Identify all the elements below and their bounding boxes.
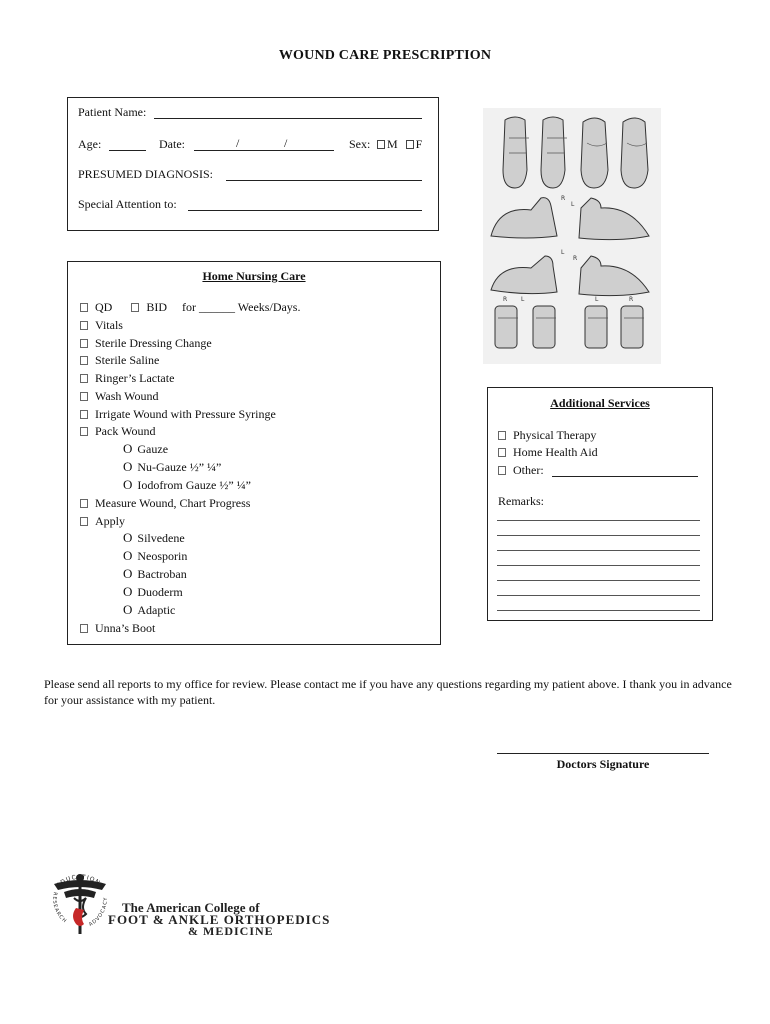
physical-therapy-label: Physical Therapy: [513, 428, 597, 442]
foot-side-left-lateral: [491, 256, 557, 294]
vitals-checkbox[interactable]: [80, 321, 88, 330]
remarks-line[interactable]: [497, 565, 700, 566]
adaptic-radio[interactable]: O: [123, 602, 133, 617]
adaptic-label: Adaptic: [137, 603, 176, 617]
home-nursing-box: [67, 261, 441, 645]
acfao-logo-svg: [40, 858, 330, 948]
irrigate-wound-label: Irrigate Wound with Pressure Syringe: [95, 407, 276, 421]
foot-side-right-lateral: [579, 256, 649, 296]
additional-services-title: Additional Services: [550, 396, 650, 410]
home-health-aid-checkbox[interactable]: [498, 448, 506, 457]
unnas-boot-checkbox[interactable]: [80, 624, 88, 633]
foot-dorsal-left: [503, 117, 527, 188]
patient-info-box: [67, 97, 439, 231]
sterile-saline-label: Sterile Saline: [95, 353, 160, 367]
remarks-line[interactable]: [497, 610, 700, 611]
nu-gauze-radio[interactable]: O: [123, 459, 133, 474]
foot-marker: L: [571, 201, 575, 208]
bid-label: BID: [146, 300, 168, 314]
remarks-label: Remarks:: [498, 494, 544, 508]
iodoform-radio[interactable]: O: [123, 477, 133, 492]
acfao-logo: [40, 858, 330, 948]
patient-name-field[interactable]: [154, 118, 422, 119]
svg-text:RESEARCH: [51, 892, 68, 925]
foot-sole-right: [621, 118, 648, 188]
diagnosis-field[interactable]: [226, 180, 422, 181]
remarks-line[interactable]: [497, 535, 700, 536]
sex-label: Sex:: [349, 137, 371, 151]
sex-f-checkbox[interactable]: [406, 140, 414, 149]
other-checkbox[interactable]: [498, 466, 506, 475]
foot-front-1: [585, 306, 607, 348]
measure-wound-label: Measure Wound, Chart Progress: [95, 496, 251, 510]
logo-line-3: & MEDICINE: [188, 924, 274, 938]
foot-marker: R: [561, 195, 566, 202]
other-field[interactable]: [552, 476, 698, 477]
ringers-lactate-checkbox[interactable]: [80, 374, 88, 383]
duoderm-label: Duoderm: [137, 585, 183, 599]
sterile-dressing-checkbox[interactable]: [80, 339, 88, 348]
sterile-saline-checkbox[interactable]: [80, 356, 88, 365]
silvedene-label: Silvedene: [137, 531, 185, 545]
age-field[interactable]: [109, 150, 146, 151]
qd-label: QD: [95, 300, 113, 314]
date-separator: /: [236, 136, 240, 150]
sex-f-label: F: [415, 137, 423, 151]
gauze-label: Gauze: [137, 442, 169, 456]
nu-gauze-label: Nu-Gauze ½” ¼”: [137, 460, 222, 474]
physical-therapy-checkbox[interactable]: [498, 431, 506, 440]
date-field[interactable]: [194, 150, 334, 151]
date-separator: /: [284, 136, 288, 150]
wash-wound-label: Wash Wound: [95, 389, 159, 403]
pack-wound-label: Pack Wound: [95, 424, 156, 438]
foot-marker: R: [573, 255, 578, 262]
pack-wound-checkbox[interactable]: [80, 427, 88, 436]
foot-side-left-medial: [491, 198, 557, 238]
remarks-line[interactable]: [497, 550, 700, 551]
bactroban-label: Bactroban: [137, 567, 187, 581]
duoderm-radio[interactable]: O: [123, 584, 133, 599]
apply-label: Apply: [95, 514, 125, 528]
iodoform-label: Iodofrom Gauze ½” ¼”: [137, 478, 252, 492]
additional-services-box: [487, 387, 713, 621]
foot-back-1: [495, 306, 517, 348]
foot-back-2: [533, 306, 555, 348]
logo-line-2: FOOT & ANKLE ORTHOPEDICS: [108, 912, 330, 927]
qd-checkbox[interactable]: [80, 303, 88, 312]
duration-text: for ______ Weeks/Days.: [182, 300, 301, 314]
home-nursing-title: Home Nursing Care: [202, 269, 306, 283]
sex-m-label: M: [387, 137, 398, 151]
foot-marker: R: [503, 296, 508, 303]
signature-line[interactable]: [497, 753, 709, 754]
seal-right-text: ADVOCACY: [87, 896, 109, 928]
diagnosis-label: PRESUMED DIAGNOSIS:: [78, 167, 214, 181]
foot-marker: R: [629, 296, 634, 303]
date-label: Date:: [159, 137, 185, 151]
vitals-label: Vitals: [95, 318, 123, 332]
page-title: WOUND CARE PRESCRIPTION: [278, 48, 492, 63]
foot-diagram: [483, 108, 661, 364]
apply-checkbox[interactable]: [80, 517, 88, 526]
remarks-line[interactable]: [497, 595, 700, 596]
wash-wound-checkbox[interactable]: [80, 392, 88, 401]
closing-note: Please send all reports to my office for review. Please contact me if you have any questions regarding my patient above. I thank you in advance for your assistance with my patient.: [44, 677, 732, 707]
foot-marker: L: [561, 249, 565, 256]
home-health-aid-label: Home Health Aid: [513, 445, 598, 459]
neosporin-radio[interactable]: O: [123, 548, 133, 563]
patient-name-label: Patient Name:: [78, 105, 147, 119]
silvedene-radio[interactable]: O: [123, 530, 133, 545]
svg-text:ADVOCACY: [88, 896, 109, 927]
logo-line-1: The American College of: [122, 900, 260, 915]
special-attention-field[interactable]: [188, 210, 422, 211]
sterile-dressing-label: Sterile Dressing Change: [95, 336, 212, 350]
ringers-lactate-label: Ringer’s Lactate: [95, 371, 175, 385]
foot-diagram-svg: [483, 108, 661, 364]
irrigate-wound-checkbox[interactable]: [80, 410, 88, 419]
signature-label: Doctors Signature: [556, 757, 650, 771]
foot-marker: L: [595, 296, 599, 303]
sex-m-checkbox[interactable]: [377, 140, 385, 149]
foot-marker: L: [521, 296, 525, 303]
seal-left-text: RESEARCH: [51, 891, 68, 925]
unnas-boot-label: Unna’s Boot: [95, 621, 156, 635]
seal-top-text: EDUCATION: [55, 873, 102, 890]
neosporin-label: Neosporin: [137, 549, 188, 563]
bid-checkbox[interactable]: [131, 303, 139, 312]
measure-wound-checkbox[interactable]: [80, 499, 88, 508]
foot-side-right-medial: [579, 198, 649, 240]
foot-front-2: [621, 306, 643, 348]
special-attention-label: Special Attention to:: [78, 197, 177, 211]
remarks-line[interactable]: [497, 520, 700, 521]
foot-sole-left: [581, 118, 608, 188]
other-label: Other:: [513, 463, 544, 477]
bactroban-radio[interactable]: O: [123, 566, 133, 581]
gauze-radio[interactable]: O: [123, 441, 133, 456]
remarks-line[interactable]: [497, 580, 700, 581]
foot-dorsal-right: [541, 117, 565, 188]
age-label: Age:: [78, 137, 102, 151]
